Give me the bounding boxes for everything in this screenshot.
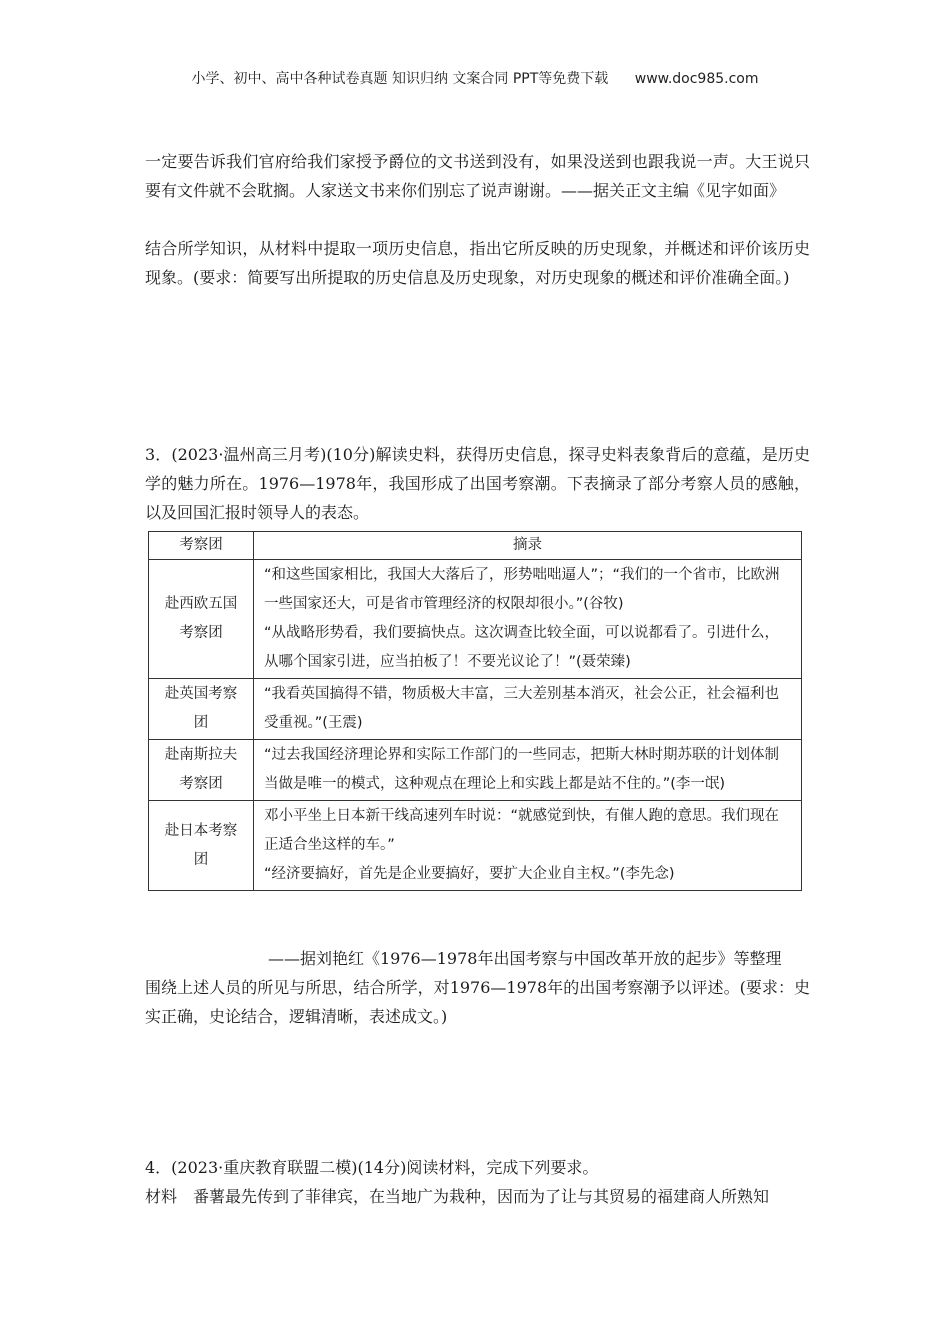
quote-text: “经济要搞好，首先是企业要搞好，要扩大企业自主权。”(李先念) xyxy=(264,866,675,882)
q3-stem: 3．(2023·温州高三月考)(10分)解读史料，获得历史信息，探寻史料表象背后的意蕴，是历史学的魅力所在。1976—1978年，我国形成了出国考察潮。下表摘录了部分考察人员的感触，以及回国汇报时领导人的表态。 xyxy=(145,445,810,522)
header-text: 小学、初中、高中各种试卷真题 知识归纳 文案合同 PPT等免费下载 xyxy=(191,71,609,87)
quote-text: “过去我国经济理论界和实际工作部门的一些同志，把斯大林时期苏联的计划体制当做是唯一的模式，这种观点在理论上和实践上都是站不住的。”(李一氓) xyxy=(264,747,780,792)
header-url[interactable]: www.doc985.com xyxy=(634,71,759,87)
q4-material: 材料 番薯最先传到了菲律宾，在当地广为栽种，因而为了让与其贸易的福建商人所熟知 xyxy=(145,1187,770,1206)
team-cell: 赴英国考察团 xyxy=(149,679,254,740)
table-header-team: 考察团 xyxy=(149,532,254,560)
quote-text: “从战略形势看，我们要搞快点。这次调查比较全面，可以说都看了。引进什么，从哪个国家引进，应当拍板了！不要光议论了！”(聂荣臻) xyxy=(264,625,780,670)
table-row xyxy=(149,801,802,891)
q3-requirement: 围绕上述人员的所见与所思，结合所学，对1976—1978年的出国考察潮予以评述。(要求：史实正确，史论结合，逻辑清晰，表述成文。) xyxy=(145,978,810,1026)
quote-text: 邓小平坐上日本新干线高速列车时说：“就感觉到快，有催人跑的意思。我们现在正适合坐这样的车。” xyxy=(264,808,780,853)
team-cell: 赴西欧五国考察团 xyxy=(149,560,254,679)
quote-cell xyxy=(254,801,802,891)
q4-stem: 4．(2023·重庆教育联盟二模)(14分)阅读材料，完成下列要求。 xyxy=(145,1158,599,1177)
quote-cell xyxy=(254,679,802,740)
quote-cell xyxy=(254,740,802,801)
team-cell: 赴南斯拉夫考察团 xyxy=(149,740,254,801)
table-row xyxy=(149,740,802,801)
table-row xyxy=(149,560,802,679)
table-row xyxy=(149,679,802,740)
q3-source: ——据刘艳红《1976—1978年出国考察与中国改革开放的起步》等整理 xyxy=(268,949,782,968)
inspection-table xyxy=(148,531,802,891)
team-cell: 赴日本考察团 xyxy=(149,801,254,891)
table-header-row xyxy=(149,532,802,560)
page-header xyxy=(0,68,950,88)
quote-cell xyxy=(254,560,802,679)
q2-requirement: 结合所学知识，从材料中提取一项历史信息，指出它所反映的历史现象，并概述和评价该历史现象。(要求：简要写出所提取的历史信息及历史现象，对历史现象的概述和评价准确全面。) xyxy=(145,239,810,287)
q2-material: 一定要告诉我们官府给我们家授予爵位的文书送到没有，如果没送到也跟我说一声。大王说只要有文件就不会耽搁。人家送文书来你们别忘了说声谢谢。——据关正文主编《见字如面》 xyxy=(145,152,810,200)
quote-text: “我看英国搞得不错，物质极大丰富，三大差别基本消灭，社会公正，社会福利也受重视。”(王震) xyxy=(264,686,780,731)
quote-text: “和这些国家相比，我国大大落后了，形势咄咄逼人”；“我们的一个省市，比欧洲一些国家还大，可是省市管理经济的权限却很小。”(谷牧) xyxy=(264,567,780,612)
table-header-excerpt: 摘录 xyxy=(254,532,802,560)
